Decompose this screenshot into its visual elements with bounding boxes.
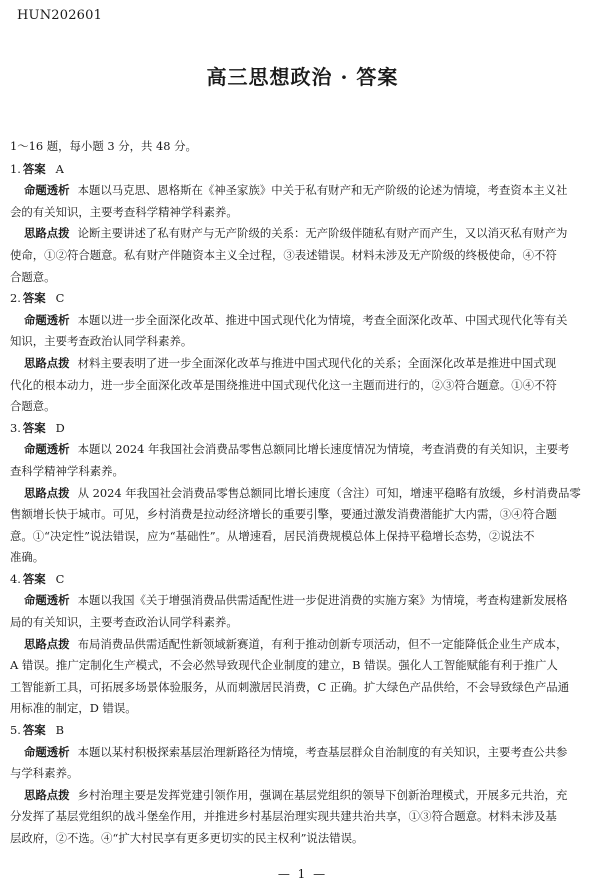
hint-text: 用标准的制定，D 错误。	[10, 701, 137, 716]
hint-text: 售额增长快于城市。可见，乡村消费是拉动经济增长的重要引擎，要通过激发消费潜能扩大内需，③④符合题	[10, 507, 557, 522]
answer-value: D	[55, 420, 65, 435]
hint-first-line	[10, 483, 593, 505]
answer-value: C	[55, 291, 65, 306]
analysis-text: 局的有关知识，主要考查政治认同学科素养。	[10, 615, 238, 630]
answer-line	[10, 418, 593, 440]
page-title: 高三思想政治 · 答案	[206, 65, 399, 89]
document-code: HUN202601	[17, 8, 103, 23]
analysis-text: 本题以某村积极探索基层治理新路径为情境，考查基层群众自治制度的有关知识，主要考查公共参	[77, 744, 568, 759]
analysis-text: 会的有关知识，主要考查科学精神学科素养。	[10, 204, 238, 219]
hint-text: 合题意。	[10, 399, 56, 414]
hint-label: 思路点拨	[24, 636, 70, 651]
answer-line	[10, 569, 593, 591]
answer-list	[10, 159, 593, 850]
answer-line	[10, 720, 593, 742]
question-number: 4.	[10, 571, 21, 586]
analysis-first-line	[10, 590, 593, 612]
answer-label: 答案	[22, 571, 46, 586]
answer-content	[10, 136, 593, 850]
page-number: — 1 —	[277, 867, 328, 881]
hint-first-line	[10, 785, 593, 807]
analysis-text: 知识，主要考查政治认同学科素养。	[10, 334, 193, 349]
question-number: 5.	[10, 723, 21, 738]
analysis-text: 与学科素养。	[10, 766, 79, 781]
hint-text: 代化的根本动力，进一步全面深化改革是围绕推进中国式现代化这一主题而进行的，②③符合题意。①④不符	[10, 377, 557, 392]
hint-text: 使命，①②符合题意。私有财产伴随资本主义全过程，③表述错误。材料未涉及无产阶级的终极使命，④不符	[10, 247, 557, 262]
hint-text: 材料主要表明了进一步全面深化改革与推进中国式现代化的关系；全面深化改革是推进中国式现	[77, 355, 556, 370]
analysis-first-line	[10, 742, 593, 764]
answer-item	[10, 288, 593, 418]
intro-line: 1～16 题，每小题 3 分，共 48 分。	[10, 139, 197, 153]
hint-label: 思路点拨	[24, 355, 70, 370]
answer-line	[10, 288, 593, 310]
answer-label: 答案	[22, 723, 46, 738]
hint-label: 思路点拨	[24, 485, 70, 500]
question-number: 2.	[10, 291, 21, 306]
analysis-label: 命题透析	[24, 312, 70, 327]
answer-value: A	[55, 161, 64, 176]
hint-text: 合题意。	[10, 269, 56, 284]
answer-label: 答案	[22, 291, 46, 306]
analysis-label: 命题透析	[24, 442, 70, 457]
analysis-text: 本题以进一步全面深化改革、推进中国式现代化为情境，考查全面深化改革、中国式现代化等有关	[77, 312, 568, 327]
hint-text: A 错误。推广定制化生产模式，不会必然导致现代企业制度的建立，B 错误。强化人工智能赋能有利于推广人	[10, 658, 558, 673]
answer-label: 答案	[22, 420, 46, 435]
answer-item	[10, 159, 593, 289]
analysis-first-line	[10, 439, 593, 461]
analysis-text: 本题以马克思、恩格斯在《神圣家族》中关于私有财产和无产阶级的论述为情境，考查资本主义社	[77, 183, 568, 198]
hint-text: 从 2024 年我国社会消费品零售总额同比增长速度（含注）可知，增速平稳略有放缓，乡村消费品零	[77, 485, 581, 500]
analysis-text: 本题以 2024 年我国社会消费品零售总额同比增长速度情况为情境，考查消费的有关知识，主要考	[77, 442, 570, 457]
answer-value: B	[55, 723, 65, 738]
hint-text: 乡村治理主要是发挥党建引领作用，强调在基层党组织的领导下创新治理模式，开展多元共治，充	[77, 787, 568, 802]
analysis-label: 命题透析	[24, 744, 70, 759]
hint-first-line	[10, 634, 593, 656]
answer-item	[10, 569, 593, 720]
question-number: 3.	[10, 420, 21, 435]
hint-text: 布局消费品供需适配性新领域新赛道，有利于推动创新专项活动，但不一定能降低企业生产成本，	[77, 636, 568, 651]
hint-text: 分发挥了基层党组织的战斗堡垒作用，并推进乡村基层治理实现共建共治共享，①③符合题意。材料未涉及基	[10, 809, 557, 824]
hint-text: 论断主要讲述了私有财产与无产阶级的关系：无产阶级伴随私有财产而产生，又以消灭私有财产为	[77, 226, 568, 241]
hint-first-line	[10, 353, 593, 375]
hint-text: 意。①“决定性”说法错误，应为“基础性”。从增速看，居民消费规模总体上保持平稳增长态势，②说法不	[10, 528, 535, 543]
hint-label: 思路点拨	[24, 226, 70, 241]
analysis-text: 本题以我国《关于增强消费品供需适配性进一步促进消费的实施方案》为情境，考查构建新发展格	[77, 593, 568, 608]
analysis-label: 命题透析	[24, 593, 70, 608]
analysis-first-line	[10, 180, 593, 202]
hint-text: 工智能新工具，可拓展多场景体验服务，从而刺激居民消费，C 正确。扩大绿色产品供给，不会导致绿色产品通	[10, 679, 570, 694]
answer-line	[10, 159, 593, 181]
hint-first-line	[10, 223, 593, 245]
question-number: 1.	[10, 161, 21, 176]
answer-value: C	[55, 571, 65, 586]
answer-label: 答案	[22, 161, 46, 176]
analysis-first-line	[10, 310, 593, 332]
analysis-text: 查科学精神学科素养。	[10, 463, 124, 478]
hint-label: 思路点拨	[24, 787, 70, 802]
hint-text: 层政府，②不选。④“扩大村民享有更多更切实的民主权利”说法错误。	[10, 831, 364, 845]
hint-text: 准确。	[10, 550, 45, 565]
answer-item	[10, 720, 593, 850]
analysis-label: 命题透析	[24, 183, 70, 198]
answer-item	[10, 418, 593, 569]
